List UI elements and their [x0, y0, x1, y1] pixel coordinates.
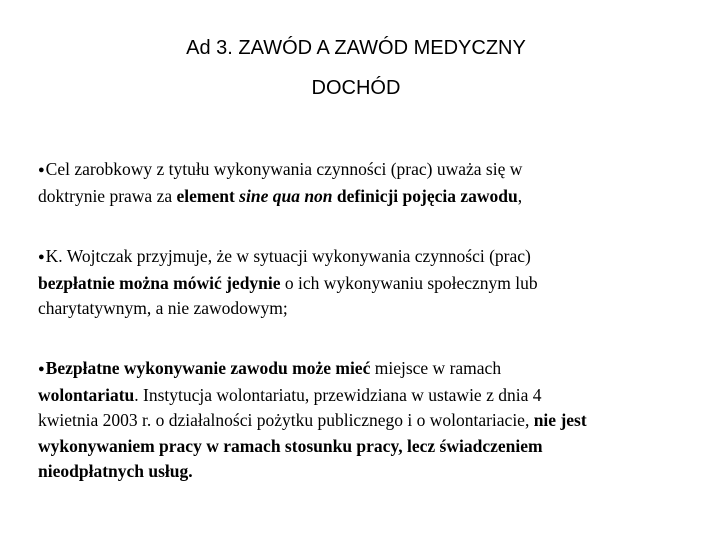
text-run: Bezpłatne wykonywanie zawodu może mieć: [45, 358, 371, 378]
slide-title: Ad 3. ZAWÓD A ZAWÓD MEDYCZNY: [186, 37, 526, 59]
text-run: ,: [517, 185, 523, 206]
text-run: kwietnia 2003 r. o działalności pożytku publicznego i o wolontariacie,: [38, 410, 534, 430]
bullet-dot-icon: ●: [38, 363, 45, 375]
text-run: doktrynie prawa za: [38, 185, 177, 206]
bullet-paragraph-1: [38, 157, 678, 209]
text-run: . Instytucja wolontariatu, przewidziana w ustawie z dnia 4: [134, 384, 542, 405]
bullet-dot-icon: ●: [38, 251, 45, 263]
text-run: o ich wykonywaniu społecznym lub: [280, 272, 538, 293]
text-run: wolontariatu: [38, 384, 135, 405]
text-run: definicji pojęcia zawodu: [332, 185, 518, 206]
bullet-dot-icon: ●: [38, 164, 45, 176]
bullet-paragraph-3: [38, 356, 678, 485]
text-run: sine qua non: [239, 185, 333, 206]
text-run: wykonywaniem pracy w ramach stosunku pracy, lecz świadczeniem: [38, 435, 543, 456]
text-run: Cel zarobkowy z tytułu wykonywania czynności (prac) uważa się w: [45, 159, 523, 179]
text-run: K. Wojtczak przyjmuje, że w sytuacji wykonywania czynności (prac): [45, 246, 531, 266]
slide-subtitle: DOCHÓD: [311, 77, 401, 99]
bullet-paragraph-2: [38, 244, 678, 322]
text-run: element: [176, 185, 240, 206]
text-run: nieodpłatnych usług.: [38, 461, 193, 481]
text-run: nie jest: [533, 410, 587, 430]
text-run: charytatywnym, a nie zawodowym;: [38, 298, 288, 318]
text-run: bezpłatnie można mówić jedynie: [38, 272, 281, 293]
text-run: miejsce w ramach: [370, 358, 502, 378]
